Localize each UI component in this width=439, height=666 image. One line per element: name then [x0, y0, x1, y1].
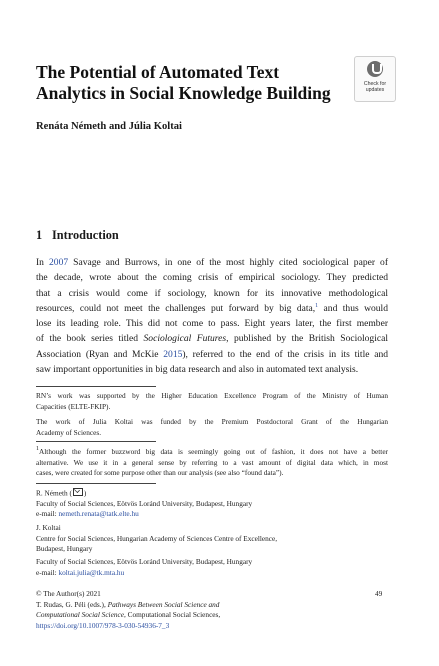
footnote-ref[interactable]: 1 — [315, 302, 319, 309]
page-number: 49 — [375, 589, 383, 598]
email-link[interactable]: nemeth.renata@tatk.elte.hu — [58, 509, 139, 518]
text-line: In 2007 Savage and Burrows, in one of the most highly cited sociological paper of — [36, 257, 389, 268]
citation-link[interactable]: 2015 — [163, 348, 183, 360]
authors: Renáta Németh and Júlia Koltai — [36, 121, 182, 132]
footnote-divider — [36, 483, 156, 484]
doi-link[interactable]: https://doi.org/10.1007/978-3-030-54936-7_3 — [36, 620, 170, 630]
footnote-divider — [36, 441, 156, 442]
publication-footer — [36, 589, 356, 631]
affiliation-koltai-2 — [36, 557, 388, 578]
institution: Centre for Social Sciences, Hungarian Academy of Sciences Centre of Excellence, — [36, 533, 278, 543]
footnote — [36, 447, 388, 479]
footnote-divider — [36, 386, 156, 387]
chapter-title-line: The Potential of Automated Text — [36, 62, 280, 82]
citation: Computational Social Science, Computational Social Sciences, — [36, 610, 221, 619]
institution: Faculty of Social Sciences, Eötvös Loránd University, Budapest, Hungary — [36, 498, 253, 508]
text-line: of the book series titled Sociological Futures, published by the British Sociological — [36, 333, 388, 345]
chapter-title — [36, 62, 336, 104]
institution: Budapest, Hungary — [36, 544, 93, 553]
email-link[interactable]: koltai.julia@tk.mta.hu — [58, 567, 125, 577]
footnote-line: alternative. We use it in a general sense by referring to a vast amount of digital data which, in most — [36, 457, 388, 467]
institution: Faculty of Social Sciences, Eötvös Loránd University, Budapest, Hungary — [36, 557, 253, 566]
section-number: 1 — [36, 228, 43, 242]
citation: T. Rudas, G. Péli (eds.), Pathways Between Social Science and — [36, 599, 220, 609]
affiliation-koltai — [36, 523, 388, 555]
check-updates-icon — [367, 61, 383, 77]
footnote-mark: 1 — [36, 446, 39, 452]
book-series-title: Sociological Futures — [143, 333, 227, 345]
text-line: resources, could not meet the challenges put forward by big data,$^1$ and thus would — [36, 302, 388, 314]
check-updates-label: Check for updates — [363, 81, 387, 93]
footnote-line: cases, were created for some purpose other than our analysis (see also “found data”). — [36, 468, 284, 477]
affiliation-nemeth — [36, 488, 388, 520]
citation-link[interactable]: 2007 — [49, 257, 69, 268]
funding-note: The work of Julia Koltai was funded by the Premium Postdoctoral Grant of the Hungarian Academy of Sciences. — [36, 417, 388, 437]
section-title: Introduction — [52, 228, 119, 242]
chapter-title-line: Analytics in Social Knowledge Building — [36, 83, 331, 103]
intro-paragraph — [36, 255, 388, 377]
footnote-line: $^1$Although the former buzzword big data is seemingly going out of fashion, it does not have a better — [36, 446, 388, 456]
check-for-updates-badge[interactable] — [354, 56, 396, 102]
email-line: e-mail: nemeth.renata@tatk.elte.hu — [36, 509, 139, 518]
envelope-icon — [73, 488, 83, 496]
section-heading — [36, 228, 119, 243]
copyright: © The Author(s) 2021 — [36, 589, 101, 598]
text-line: Association (Ryan and McKie 2015), referred to the end of the crisis in its title and — [36, 348, 388, 360]
author-name: R. Németh ( ) — [36, 488, 87, 498]
funding-note: RN’s work was supported by the Higher Education Excellence Program of the Ministry of Human Capacities (ELTE-FKIP). — [36, 391, 388, 411]
email-line: e-mail: koltai.julia@tk.mta.hu — [36, 567, 125, 577]
text-line: lose its leading role. This did not come to pass. Eight years later, the first member — [36, 318, 388, 330]
text-line: the decade, wrote about the coming crisis of empirical sociology. They predicted — [36, 272, 388, 284]
author-name: J. Koltai — [36, 523, 61, 532]
text-line: saw important opportunities in big data research and also in automated text analysis. — [36, 364, 359, 376]
text-line: that a crisis would come if sociology, known for its innovative methodological — [36, 287, 388, 299]
